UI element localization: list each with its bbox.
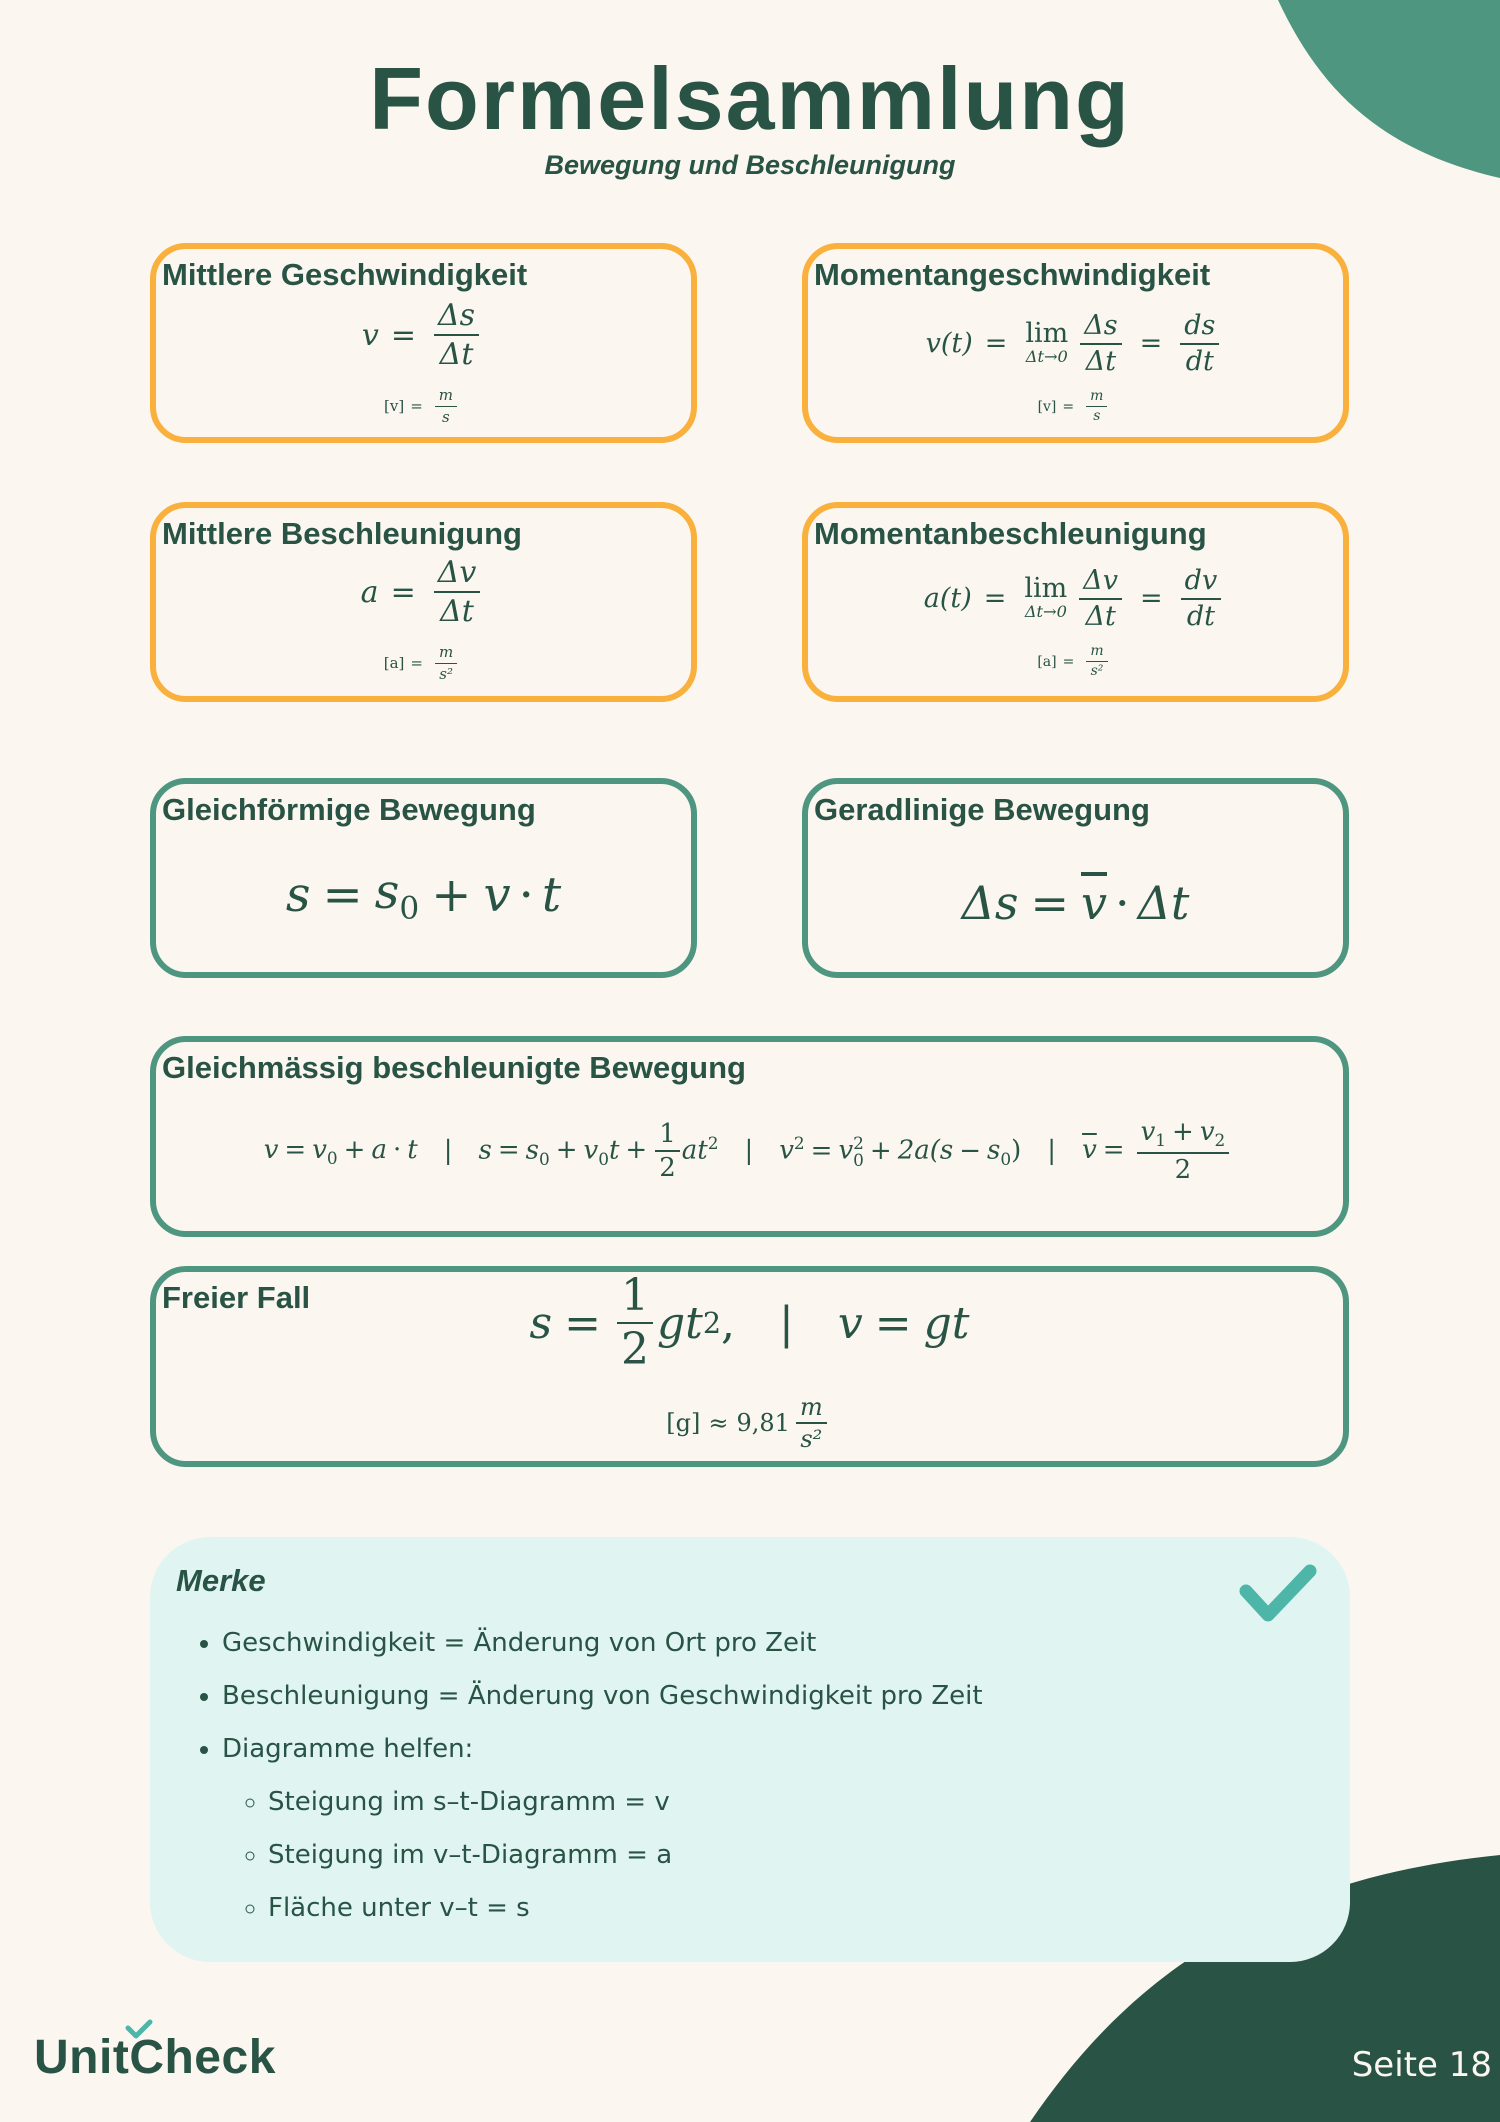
math-symbol: s xyxy=(987,1135,1001,1166)
subscript: 1 xyxy=(1155,1130,1167,1151)
equals-sign: = xyxy=(390,317,417,353)
sublist-item: ◦ Steigung im s–t-Diagramm = v xyxy=(268,1776,983,1829)
math-symbol: t xyxy=(541,867,562,924)
equals-sign: = xyxy=(1030,876,1070,930)
unit-line xyxy=(156,644,691,682)
math-symbol: v xyxy=(583,1135,599,1166)
denominator: s² xyxy=(439,664,453,683)
lim-word: lim xyxy=(1025,318,1069,350)
formula-lhs: a(t) xyxy=(923,583,972,615)
sublist-item: ◦ Fläche unter v–t = s xyxy=(268,1882,983,1935)
math-symbol: v xyxy=(838,1135,854,1166)
math-symbol: s xyxy=(374,864,400,920)
formula-4 xyxy=(1082,1118,1235,1184)
box-freier-fall xyxy=(150,1266,1349,1467)
lim-subscript: Δt→0 xyxy=(1024,602,1067,622)
unit-lhs: [v] xyxy=(1037,398,1057,415)
math-symbol: v xyxy=(312,1134,327,1165)
math-symbol: v xyxy=(483,867,511,924)
equals-sign: = xyxy=(390,574,416,610)
equals-sign: = xyxy=(983,583,1007,615)
math-symbol: v xyxy=(1199,1117,1215,1147)
merke-box xyxy=(150,1537,1350,1962)
formula-geradlinige-bewegung xyxy=(808,876,1343,930)
fraction xyxy=(617,1272,653,1375)
equals-sign: = xyxy=(284,1134,307,1165)
unit-line xyxy=(156,387,691,425)
numerator: m xyxy=(1086,389,1107,407)
denominator: s² xyxy=(800,1425,823,1454)
math-symbol: t xyxy=(407,1134,418,1165)
subscript: 2 xyxy=(1214,1130,1226,1151)
list-item xyxy=(222,1723,983,1935)
box-title: Mittlere Geschwindigkeit xyxy=(162,257,528,292)
separator: | xyxy=(443,1136,453,1167)
dot-operator: · xyxy=(392,1134,402,1165)
math-symbol: gt xyxy=(656,1297,703,1349)
denominator: Δt xyxy=(439,337,474,372)
math-symbol: a xyxy=(371,1134,387,1165)
equals-sign: = xyxy=(810,1135,833,1166)
equals-sign: = xyxy=(410,654,423,672)
denominator: dt xyxy=(1185,345,1214,377)
paren: ) xyxy=(1011,1135,1022,1166)
formula-gleichfoermige-bewegung xyxy=(156,864,691,927)
sublist-item: ◦ Steigung im v–t-Diagramm = a xyxy=(268,1829,983,1882)
equals-sign: = xyxy=(564,1297,601,1349)
equals-sign: = xyxy=(1062,653,1075,670)
unit-lhs: [a] xyxy=(1037,653,1057,670)
numerator: m xyxy=(1086,644,1107,662)
denominator: 2 xyxy=(1174,1154,1192,1185)
numerator: 1 xyxy=(617,1272,653,1324)
math-symbol: s xyxy=(529,1297,553,1349)
equals-sign: = xyxy=(1062,398,1075,415)
math-symbol: Δs xyxy=(961,876,1019,930)
box-gleichmaessig-beschleunigt xyxy=(150,1036,1349,1237)
list-item: • Beschleunigung = Änderung von Geschwindigkeit pro Zeit xyxy=(222,1670,983,1723)
equals-sign: = xyxy=(874,1297,912,1349)
math-symbol: s xyxy=(478,1135,492,1166)
comma: , xyxy=(721,1297,736,1349)
math-symbol: 2a(s xyxy=(897,1135,954,1166)
g-value: 9,81 xyxy=(736,1409,790,1438)
math-symbol-mean: $\overline{v}$ xyxy=(1081,876,1108,930)
page-number: Seite 18 xyxy=(1351,2045,1492,2085)
math-symbol: v xyxy=(263,1134,279,1165)
math-symbol: s xyxy=(525,1135,539,1166)
g-lhs: [g] xyxy=(666,1409,701,1438)
superscript: 2 xyxy=(707,1132,719,1153)
fraction xyxy=(434,556,481,628)
math-symbol: t xyxy=(608,1135,620,1166)
merke-title: Merke xyxy=(176,1563,266,1598)
box-title: Geradlinige Bewegung xyxy=(814,792,1150,827)
unit-lhs: [a] xyxy=(383,654,405,672)
formula-gleichmaessig-beschleunigt xyxy=(156,1118,1343,1184)
numerator: Δs xyxy=(1080,311,1121,345)
box-title: Gleichförmige Bewegung xyxy=(162,792,536,827)
dot-operator: · xyxy=(518,867,534,924)
logo xyxy=(34,2030,276,2085)
lim-subscript: Δt→0 xyxy=(1025,347,1068,367)
box-gleichfoermige-bewegung xyxy=(150,778,697,978)
superscript: 2 xyxy=(853,1133,864,1154)
denominator: s xyxy=(1093,408,1101,425)
math-symbol: gt xyxy=(923,1297,970,1349)
fraction xyxy=(1137,1118,1230,1184)
subscript: 0 xyxy=(399,890,420,927)
numerator: m xyxy=(435,644,457,664)
formula-momentangeschwindigkeit xyxy=(808,311,1343,376)
unit-lhs: [v] xyxy=(384,397,405,415)
formula-lhs: v xyxy=(361,317,379,353)
formula-lhs: v(t) xyxy=(925,328,973,360)
fraction xyxy=(1080,311,1121,376)
unit-line xyxy=(808,389,1343,425)
unit-fraction xyxy=(435,387,457,425)
box-momentangeschwindigkeit xyxy=(802,243,1349,443)
plus-sign: + xyxy=(869,1135,892,1166)
logo-text-unit: Unit xyxy=(34,2031,130,2084)
formula-2 xyxy=(478,1120,718,1183)
math-symbol: v xyxy=(837,1297,863,1349)
math-symbol: Δt xyxy=(1137,876,1190,930)
plus-sign: + xyxy=(625,1135,648,1166)
check-icon xyxy=(1238,1563,1318,1627)
numerator: Δs xyxy=(434,299,479,336)
box-title: Momentangeschwindigkeit xyxy=(814,257,1211,292)
sub-sup xyxy=(853,1135,864,1169)
unit-line xyxy=(808,644,1343,680)
subscript: 0 xyxy=(1000,1149,1012,1170)
math-symbol: v xyxy=(779,1135,794,1166)
equals-sign: = xyxy=(410,397,423,415)
box-title: Mittlere Beschleunigung xyxy=(162,516,522,551)
formula-mittlere-beschleunigung xyxy=(156,556,691,628)
box-title: Gleichmässig beschleunigte Bewegung xyxy=(162,1050,746,1085)
formula-lhs: a xyxy=(360,574,379,610)
equals-sign: = xyxy=(984,328,1008,360)
logo-check-icon xyxy=(124,2018,156,2042)
plus-sign: + xyxy=(1172,1117,1194,1147)
page-subtitle: Bewegung und Beschleunigung xyxy=(544,150,956,180)
approx-sign: ≈ xyxy=(708,1409,729,1438)
page-title: Formelsammlung xyxy=(369,49,1131,148)
gravity-constant xyxy=(156,1394,1343,1453)
logo-text-check: Check xyxy=(129,2031,276,2084)
numerator: Δv xyxy=(434,556,481,593)
box-title: Momentanbeschleunigung xyxy=(814,516,1207,551)
numerator: Δv xyxy=(1079,566,1122,600)
numerator: dv xyxy=(1181,566,1222,600)
math-symbol xyxy=(375,864,419,927)
box-title: Freier Fall xyxy=(162,1280,311,1315)
lim-word: lim xyxy=(1024,573,1068,605)
equals-sign: = xyxy=(322,867,363,924)
equals-sign: = xyxy=(1102,1135,1125,1166)
formula-1 xyxy=(264,1135,418,1168)
numerator: m xyxy=(796,1394,827,1424)
formula-3 xyxy=(779,1133,1021,1169)
numerator: m xyxy=(435,387,457,407)
fraction xyxy=(1181,566,1222,631)
math-symbol: v xyxy=(1140,1117,1156,1147)
limit xyxy=(1025,320,1068,366)
denominator: 2 xyxy=(620,1324,649,1376)
box-momentanbeschleunigung xyxy=(802,502,1349,702)
math-symbol-mean: $\overline{v}$ xyxy=(1082,1135,1097,1166)
subscript: 0 xyxy=(853,1149,864,1170)
equals-sign: = xyxy=(1140,583,1163,615)
formula-mittlere-geschwindigkeit xyxy=(156,299,691,371)
unit-fraction xyxy=(435,644,457,682)
equals-sign: = xyxy=(497,1135,520,1166)
formula-freier-fall xyxy=(156,1272,1343,1375)
subscript: 0 xyxy=(538,1148,550,1169)
box-mittlere-geschwindigkeit xyxy=(150,243,697,443)
numerator: ds xyxy=(1180,311,1219,345)
equals-sign: = xyxy=(1139,328,1163,360)
superscript: 2 xyxy=(793,1133,805,1154)
math-symbol: s xyxy=(285,867,311,924)
merke-list xyxy=(198,1617,983,1935)
superscript: 2 xyxy=(702,1306,722,1341)
subscript: 0 xyxy=(598,1148,609,1169)
denominator: Δt xyxy=(440,594,474,629)
minus-sign: − xyxy=(959,1135,982,1166)
plus-sign: + xyxy=(555,1135,578,1166)
denominator: s xyxy=(442,407,450,426)
unit-fraction xyxy=(796,1394,827,1453)
numerator: 1 xyxy=(655,1120,680,1153)
limit xyxy=(1024,575,1067,621)
separator: | xyxy=(779,1297,794,1349)
plus-sign: + xyxy=(343,1134,366,1165)
separator: | xyxy=(744,1136,754,1167)
box-mittlere-beschleunigung xyxy=(150,502,697,702)
dot-operator: · xyxy=(1115,876,1130,930)
denominator: 2 xyxy=(659,1153,676,1184)
denominator: Δt xyxy=(1085,600,1116,632)
list-item-label: Diagramme helfen: xyxy=(222,1734,474,1764)
fraction xyxy=(434,299,479,371)
merke-sublist xyxy=(222,1776,983,1935)
math-symbol: at xyxy=(681,1135,708,1166)
denominator: s² xyxy=(1090,663,1104,680)
fraction xyxy=(655,1120,680,1183)
list-item: • Geschwindigkeit = Änderung von Ort pro Zeit xyxy=(222,1617,983,1670)
subscript: 0 xyxy=(326,1147,338,1168)
unit-fraction xyxy=(1086,389,1107,425)
box-geradlinige-bewegung xyxy=(802,778,1349,978)
unit-fraction xyxy=(1086,644,1107,680)
separator: | xyxy=(1047,1136,1057,1167)
numerator xyxy=(1137,1118,1230,1154)
denominator: dt xyxy=(1186,600,1216,632)
fraction xyxy=(1079,566,1122,631)
fraction xyxy=(1180,311,1219,376)
plus-sign: + xyxy=(431,867,472,924)
formula-momentanbeschleunigung xyxy=(808,566,1343,631)
denominator: Δt xyxy=(1085,345,1117,377)
